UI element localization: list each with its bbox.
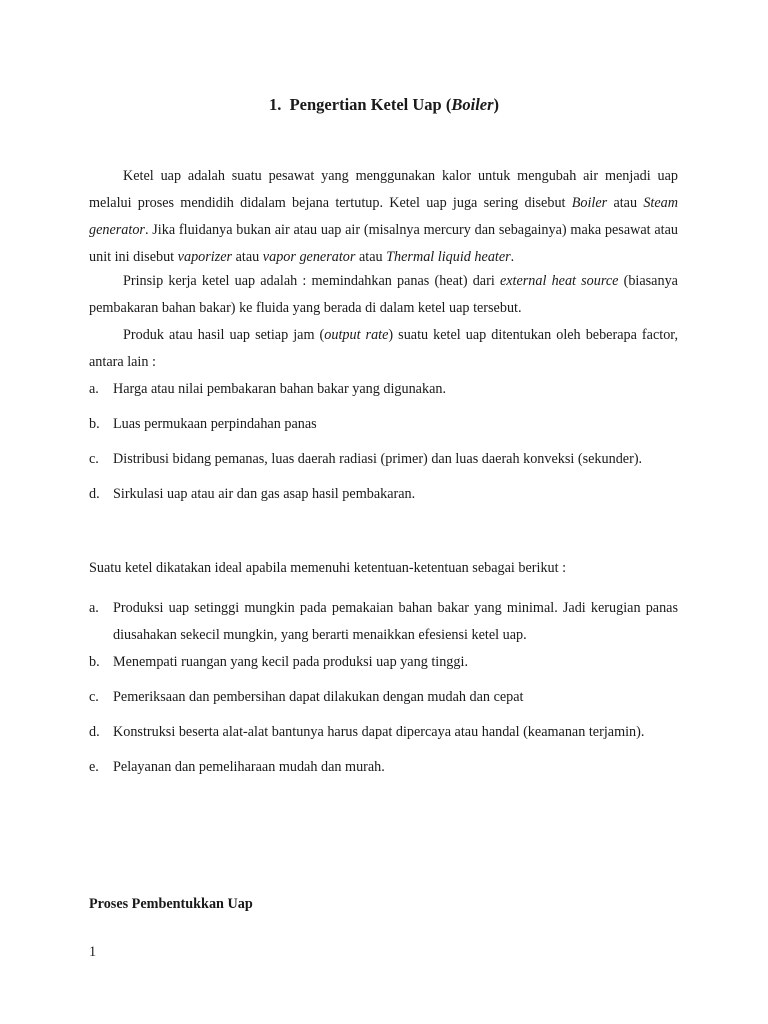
ideal-item: c. Pemeriksaan dan pembersihan dapat dilakukan dengan mudah dan cepat bbox=[89, 689, 524, 705]
factor-item: c. Distribusi bidang pemanas, luas daerah radiasi (primer) dan luas daerah konveksi (sekunder). bbox=[89, 451, 643, 467]
ideal-item: a. Produksi uap setinggi mungkin pada pemakaian bahan bakar yang minimal. Jadi kerugian panas diusahakan sekecil mungkin, yang berarti menaikkan efesiensi ketel uap. bbox=[89, 600, 678, 643]
section-heading: Proses Pembentukkan Uap bbox=[89, 896, 253, 912]
factor-item: d. Sirkulasi uap atau air dan gas asap hasil pembakaran. bbox=[89, 486, 416, 502]
page-title: 1. Pengertian Ketel Uap (Boiler) bbox=[268, 95, 500, 114]
paragraph-definition: Ketel uap adalah suatu pesawat yang menggunakan kalor untuk mengubah air menjadi uap melalui proses mendidih didalam bejana tertutup. Ketel uap juga sering disebut Boiler atau Steam generator. Jika fluidanya bukan air atau uap air (misalnya mercury dan sebagainya) maka pesawat atau unit ini disebut vaporizer atau vapor generator atau Thermal liquid heater. bbox=[89, 168, 679, 265]
factor-item: a. Harga atau nilai pembakaran bahan bakar yang digunakan. bbox=[89, 381, 447, 397]
paragraph-output: Produk atau hasil uap setiap jam (output rate) suatu ketel uap ditentukan oleh beberapa factor, antara lain : bbox=[89, 327, 678, 370]
ideal-item: d. Konstruksi beserta alat-alat bantunya harus dapat dipercaya atau handal (keamanan terjamin). bbox=[89, 724, 645, 740]
ideal-item: b. Menempati ruangan yang kecil pada produksi uap yang tinggi. bbox=[89, 654, 468, 670]
page-number: 1 bbox=[89, 944, 97, 960]
ideal-item: e. Pelayanan dan pemeliharaan mudah dan murah. bbox=[89, 759, 385, 775]
factor-item: b. Luas permukaan perpindahan panas bbox=[89, 416, 317, 432]
paragraph-principle: Prinsip kerja ketel uap adalah : memindahkan panas (heat) dari external heat source (biasanya pembakaran bahan bakar) ke fluida yang berada di dalam ketel uap tersebut. bbox=[89, 273, 678, 316]
paragraph-ideal-boiler: Suatu ketel dikatakan ideal apabila memenuhi ketentuan-ketentuan sebagai berikut : bbox=[89, 560, 567, 576]
